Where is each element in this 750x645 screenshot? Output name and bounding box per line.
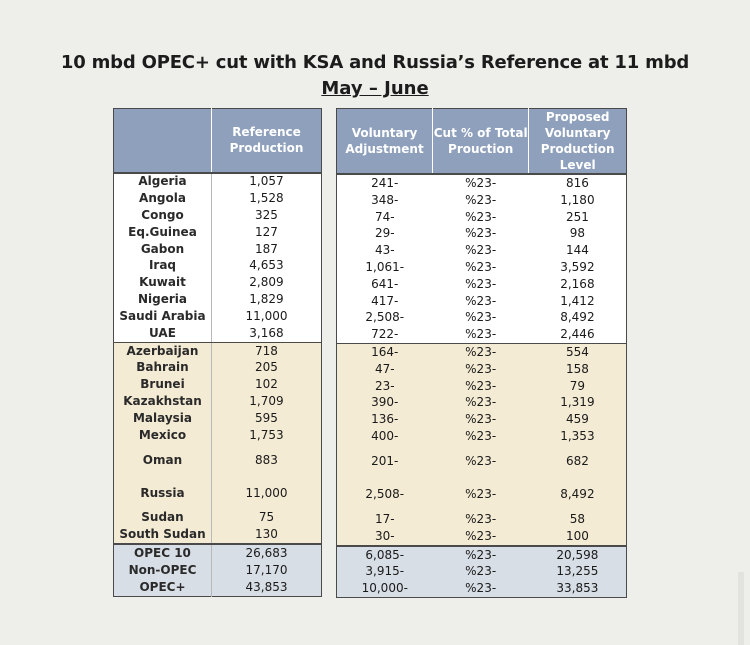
reference-header: Reference Production — [211, 109, 321, 173]
proposed-cell: 20,598 — [529, 546, 627, 564]
adjustment-cell: 400- — [337, 428, 433, 445]
proposed-cell: 1,180 — [529, 192, 627, 209]
country-cell: Nigeria — [114, 291, 212, 308]
cut-pct-cell: %23- — [433, 293, 529, 310]
table-row — [114, 291, 322, 308]
reference-cell: 1,753 — [211, 427, 321, 444]
cut-pct-cell: %23- — [433, 225, 529, 242]
adjustment-cell: 164- — [337, 344, 433, 361]
cut-pct-cell: %23- — [433, 528, 529, 546]
adjustment-cell: 641- — [337, 276, 433, 293]
country-cell: Brunei — [114, 376, 212, 393]
cut-pct-header: Cut % of Total Prouction — [433, 109, 529, 175]
adjustment-cell: 47- — [337, 361, 433, 378]
country-cell: Mexico — [114, 427, 212, 444]
country-cell: Iraq — [114, 258, 212, 275]
table-row — [114, 342, 322, 359]
proposed-cell: 816 — [529, 174, 627, 192]
table-row — [337, 174, 627, 192]
reference-cell: 75 — [211, 510, 321, 527]
table-row — [114, 173, 322, 191]
cut-pct-cell: %23- — [433, 361, 529, 378]
table-row — [337, 511, 627, 528]
table-row — [337, 209, 627, 226]
table-row — [337, 259, 627, 276]
reference-cell: 127 — [211, 224, 321, 241]
table-row — [114, 207, 322, 224]
cut-pct-cell: %23- — [433, 209, 529, 226]
table-row — [337, 276, 627, 293]
country-cell: Eq.Guinea — [114, 224, 212, 241]
page-subtitle: May – June — [321, 78, 429, 99]
proposed-cell: 251 — [529, 209, 627, 226]
country-cell: Sudan — [114, 510, 212, 527]
proposed-cell: 1,353 — [529, 428, 627, 445]
table-row — [337, 378, 627, 395]
adjustment-cell: 10,000- — [337, 580, 433, 597]
cut-pct-cell: %23- — [433, 580, 529, 597]
cut-pct-cell: %23- — [433, 428, 529, 445]
adjustment-cell: 241- — [337, 174, 433, 192]
reference-table-body — [114, 173, 322, 597]
cut-pct-cell: %23- — [433, 445, 529, 478]
reference-cell: 595 — [211, 410, 321, 427]
reference-cell: 1,057 — [211, 173, 321, 191]
table-row — [114, 444, 322, 477]
table-row — [114, 410, 322, 427]
proposed-cell: 79 — [529, 378, 627, 395]
adjustment-cell: 17- — [337, 511, 433, 528]
cut-pct-cell: %23- — [433, 563, 529, 580]
table-row — [114, 510, 322, 527]
reference-cell: 3,168 — [211, 325, 321, 342]
table-row — [337, 344, 627, 361]
table-row — [337, 445, 627, 478]
proposed-header: Proposed Voluntary Production Level — [529, 109, 627, 175]
cut-pct-cell: %23- — [433, 546, 529, 564]
country-cell: Russia — [114, 477, 212, 510]
proposed-cell: 13,255 — [529, 563, 627, 580]
country-cell: Saudi Arabia — [114, 308, 212, 325]
table-row — [337, 528, 627, 546]
adjustment-cell: 2,508- — [337, 478, 433, 511]
reference-cell: 102 — [211, 376, 321, 393]
proposed-cell: 158 — [529, 361, 627, 378]
table-row — [337, 225, 627, 242]
reference-cell: 1,709 — [211, 393, 321, 410]
proposed-cell: 98 — [529, 225, 627, 242]
cut-pct-cell: %23- — [433, 478, 529, 511]
table-row — [114, 359, 322, 376]
adjustment-cell: 29- — [337, 225, 433, 242]
proposed-cell: 58 — [529, 511, 627, 528]
table-row — [114, 308, 322, 325]
adjustment-cell: 74- — [337, 209, 433, 226]
proposed-cell: 8,492 — [529, 478, 627, 511]
reference-cell: 11,000 — [211, 477, 321, 510]
proposed-cell: 2,446 — [529, 326, 627, 343]
cut-pct-cell: %23- — [433, 276, 529, 293]
proposed-cell: 2,168 — [529, 276, 627, 293]
country-cell: OPEC+ — [114, 579, 212, 596]
table-row — [114, 477, 322, 510]
cut-pct-cell: %23- — [433, 511, 529, 528]
table-row — [114, 274, 322, 291]
table-row — [337, 242, 627, 259]
country-cell: Oman — [114, 444, 212, 477]
adjustment-header: Voluntary Adjustment — [337, 109, 433, 175]
adjustment-cell: 30- — [337, 528, 433, 546]
cut-pct-cell: %23- — [433, 310, 529, 327]
table-row — [114, 224, 322, 241]
reference-cell: 11,000 — [211, 308, 321, 325]
table-row — [114, 241, 322, 258]
reference-cell: 883 — [211, 444, 321, 477]
scrollbar-track[interactable] — [738, 572, 744, 645]
country-cell: Algeria — [114, 173, 212, 191]
country-cell: Angola — [114, 190, 212, 207]
table-row — [114, 562, 322, 579]
table-row — [114, 427, 322, 444]
cut-pct-cell: %23- — [433, 378, 529, 395]
cut-pct-cell: %23- — [433, 395, 529, 412]
cut-pct-cell: %23- — [433, 326, 529, 343]
country-cell: OPEC 10 — [114, 544, 212, 562]
country-cell: Kazakhstan — [114, 393, 212, 410]
table-row — [114, 393, 322, 410]
adjustment-cell: 136- — [337, 411, 433, 428]
proposed-cell: 1,319 — [529, 395, 627, 412]
table-row — [337, 546, 627, 564]
adjustment-cell: 43- — [337, 242, 433, 259]
reference-cell: 2,809 — [211, 274, 321, 291]
adjustment-cell: 3,915- — [337, 563, 433, 580]
table-row — [114, 258, 322, 275]
country-cell: Azerbaijan — [114, 342, 212, 359]
page-title: 10 mbd OPEC+ cut with KSA and Russia’s Reference at 11 mbd — [60, 52, 690, 73]
proposed-cell: 554 — [529, 344, 627, 361]
country-cell: Malaysia — [114, 410, 212, 427]
adjustment-cell: 722- — [337, 326, 433, 343]
cut-pct-cell: %23- — [433, 242, 529, 259]
table-row — [337, 580, 627, 597]
table-row — [337, 428, 627, 445]
proposed-cell: 682 — [529, 445, 627, 478]
reference-table — [113, 108, 322, 597]
reference-cell: 43,853 — [211, 579, 321, 596]
adjustment-table — [336, 108, 627, 598]
reference-cell: 130 — [211, 526, 321, 544]
country-cell: Congo — [114, 207, 212, 224]
reference-cell: 26,683 — [211, 544, 321, 562]
adjustment-cell: 2,508- — [337, 310, 433, 327]
cut-pct-cell: %23- — [433, 259, 529, 276]
proposed-cell: 100 — [529, 528, 627, 546]
cut-pct-cell: %23- — [433, 174, 529, 192]
adjustment-cell: 348- — [337, 192, 433, 209]
country-cell: Bahrain — [114, 359, 212, 376]
table-row — [114, 544, 322, 562]
table-row — [337, 478, 627, 511]
country-cell: Gabon — [114, 241, 212, 258]
adjustment-cell: 390- — [337, 395, 433, 412]
adjustment-cell: 201- — [337, 445, 433, 478]
table-row — [337, 310, 627, 327]
reference-cell: 1,528 — [211, 190, 321, 207]
reference-cell: 187 — [211, 241, 321, 258]
adjustment-cell: 23- — [337, 378, 433, 395]
cut-pct-cell: %23- — [433, 411, 529, 428]
country-cell: South Sudan — [114, 526, 212, 544]
proposed-cell: 144 — [529, 242, 627, 259]
adjustment-cell: 6,085- — [337, 546, 433, 564]
table-row — [114, 579, 322, 596]
proposed-cell: 459 — [529, 411, 627, 428]
reference-cell: 325 — [211, 207, 321, 224]
proposed-cell: 33,853 — [529, 580, 627, 597]
reference-cell: 4,653 — [211, 258, 321, 275]
table-row — [337, 395, 627, 412]
table-row — [337, 411, 627, 428]
adjustment-cell: 1,061- — [337, 259, 433, 276]
adjustment-cell: 417- — [337, 293, 433, 310]
proposed-cell: 3,592 — [529, 259, 627, 276]
table-row — [114, 376, 322, 393]
table-row — [337, 361, 627, 378]
reference-cell: 205 — [211, 359, 321, 376]
table-row — [337, 192, 627, 209]
country-cell: Non-OPEC — [114, 562, 212, 579]
reference-cell: 17,170 — [211, 562, 321, 579]
adjustment-table-body — [337, 174, 627, 598]
table-row — [114, 325, 322, 342]
table-row — [337, 326, 627, 343]
country-cell: Kuwait — [114, 274, 212, 291]
proposed-cell: 1,412 — [529, 293, 627, 310]
cut-pct-cell: %23- — [433, 192, 529, 209]
country-header — [114, 109, 212, 173]
table-row — [337, 293, 627, 310]
table-row — [114, 190, 322, 207]
reference-cell: 1,829 — [211, 291, 321, 308]
reference-cell: 718 — [211, 342, 321, 359]
proposed-cell: 8,492 — [529, 310, 627, 327]
country-cell: UAE — [114, 325, 212, 342]
table-row — [114, 526, 322, 544]
table-row — [337, 563, 627, 580]
cut-pct-cell: %23- — [433, 344, 529, 361]
